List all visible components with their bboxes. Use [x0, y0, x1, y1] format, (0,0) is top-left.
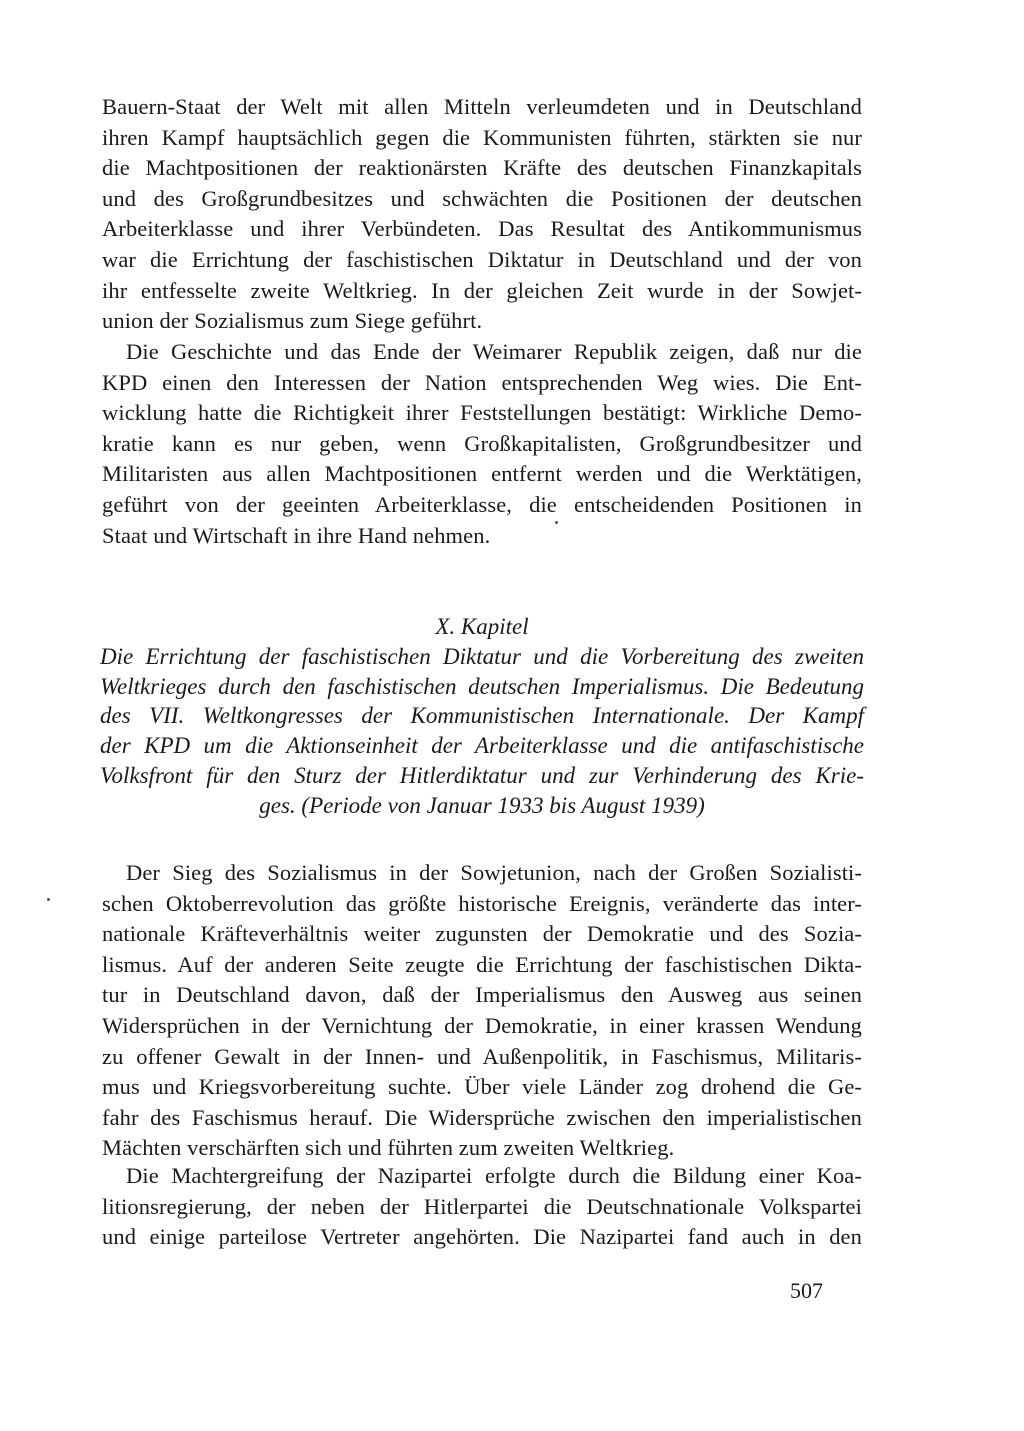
chapter-header — [100, 612, 864, 821]
text-line: kratie kann es nur geben, wenn Großkapitalisten, Großgrundbesitzer und — [102, 430, 862, 456]
chapter-title-line: ges. (Periode von Januar 1933 bis August 1939) — [259, 792, 705, 818]
text-line: Mächten verschärften sich und führten zum zweiten Weltkrieg. — [102, 1135, 675, 1161]
paragraph — [102, 858, 862, 1164]
text-line: geführt von der geeinten Arbeiterklasse, die entscheidenden Positionen in — [102, 491, 862, 517]
text-line: war die Errichtung der faschistischen Diktatur in Deutschland und der von — [102, 246, 862, 272]
text-line: KPD einen den Interessen der Nation entsprechenden Weg wies. Die Ent- — [102, 369, 862, 395]
text-line: Militaristen aus allen Machtpositionen entfernt werden und die Werktätigen, — [102, 461, 862, 487]
paragraph — [102, 1161, 862, 1253]
text-line: ihren Kampf hauptsächlich gegen die Kommunisten führten, stärkten sie nur — [102, 124, 862, 150]
text-line: nationale Kräfteverhältnis weiter zugunsten der Demokratie und des Sozia- — [102, 921, 862, 947]
text-line: Die Geschichte und das Ende der Weimarer Republik zeigen, daß nur die — [126, 339, 862, 364]
chapter-title-line: des VII. Weltkongresses der Kommunistischen Internationale. Der Kampf — [100, 703, 864, 729]
paragraph — [102, 337, 862, 551]
text-line: litionsregierung, der neben der Hitlerpartei die Deutschnationale Volkspartei — [102, 1193, 862, 1219]
text-line: fahr des Faschismus herauf. Die Widersprüche zwischen den imperialistischen — [102, 1104, 862, 1130]
text-line: die Machtpositionen der reaktionärsten Kräfte des deutschen Finanzkapitals — [102, 155, 862, 181]
scan-speck — [555, 521, 558, 524]
text-line: zu offener Gewalt in der Innen- und Außenpolitik, in Faschismus, Militaris- — [102, 1043, 862, 1069]
text-line: und des Großgrundbesitzes und schwächten die Positionen der deutschen — [102, 185, 862, 211]
text-line: Die Machtergreifung der Nazipartei erfolgte durch die Bildung einer Koa- — [126, 1163, 862, 1188]
chapter-title-line: der KPD um die Aktionseinheit der Arbeiterklasse und die antifaschistische — [100, 733, 864, 759]
chapter-title-line: Volksfront für den Sturz der Hitlerdiktatur und zur Verhinderung des Krie- — [100, 762, 864, 788]
text-line: Widersprüchen in der Vernichtung der Demokratie, in einer krassen Wendung — [102, 1012, 862, 1038]
text-line: Arbeiterklasse und ihrer Verbündeten. Das Resultat des Antikommunismus — [102, 216, 862, 242]
text-line: tur in Deutschland davon, daß der Imperialismus den Ausweg aus seinen — [102, 982, 862, 1008]
page-number: 507 — [790, 1278, 823, 1303]
text-line: union der Sozialismus zum Siege geführt. — [102, 308, 483, 334]
text-line: und einige parteilose Vertreter angehörten. Die Nazipartei fand auch in den — [102, 1224, 862, 1250]
chapter-title-line: Die Errichtung der faschistischen Diktatur und die Vorbereitung des zweiten — [100, 643, 864, 669]
text-line: mus und Kriegsvorbereitung suchte. Über viele Länder zog drohend die Ge- — [102, 1074, 862, 1100]
text-line: Bauern-Staat der Welt mit allen Mitteln verleumdeten und in Deutschland — [102, 94, 862, 119]
text-line: schen Oktoberrevolution das größte historische Ereignis, veränderte das inter- — [102, 890, 862, 916]
scan-speck — [47, 898, 50, 901]
chapter-title-line: Weltkrieges durch den faschistischen deutschen Imperialismus. Die Bedeutung — [100, 673, 864, 699]
chapter-heading: X. Kapitel — [435, 614, 529, 639]
text-line: lismus. Auf der anderen Seite zeugte die Errichtung der faschistischen Dikta- — [102, 951, 862, 977]
text-line: wicklung hatte die Richtigkeit ihrer Feststellungen bestätigt: Wirkliche Demo- — [102, 400, 862, 426]
text-line: Der Sieg des Sozialismus in der Sowjetunion, nach der Großen Sozialisti- — [126, 860, 862, 885]
paragraph — [102, 92, 862, 337]
text-line: Staat und Wirtschaft in ihre Hand nehmen. — [102, 522, 491, 548]
text-line: ihr entfesselte zweite Weltkrieg. In der gleichen Zeit wurde in der Sowjet- — [102, 277, 862, 303]
